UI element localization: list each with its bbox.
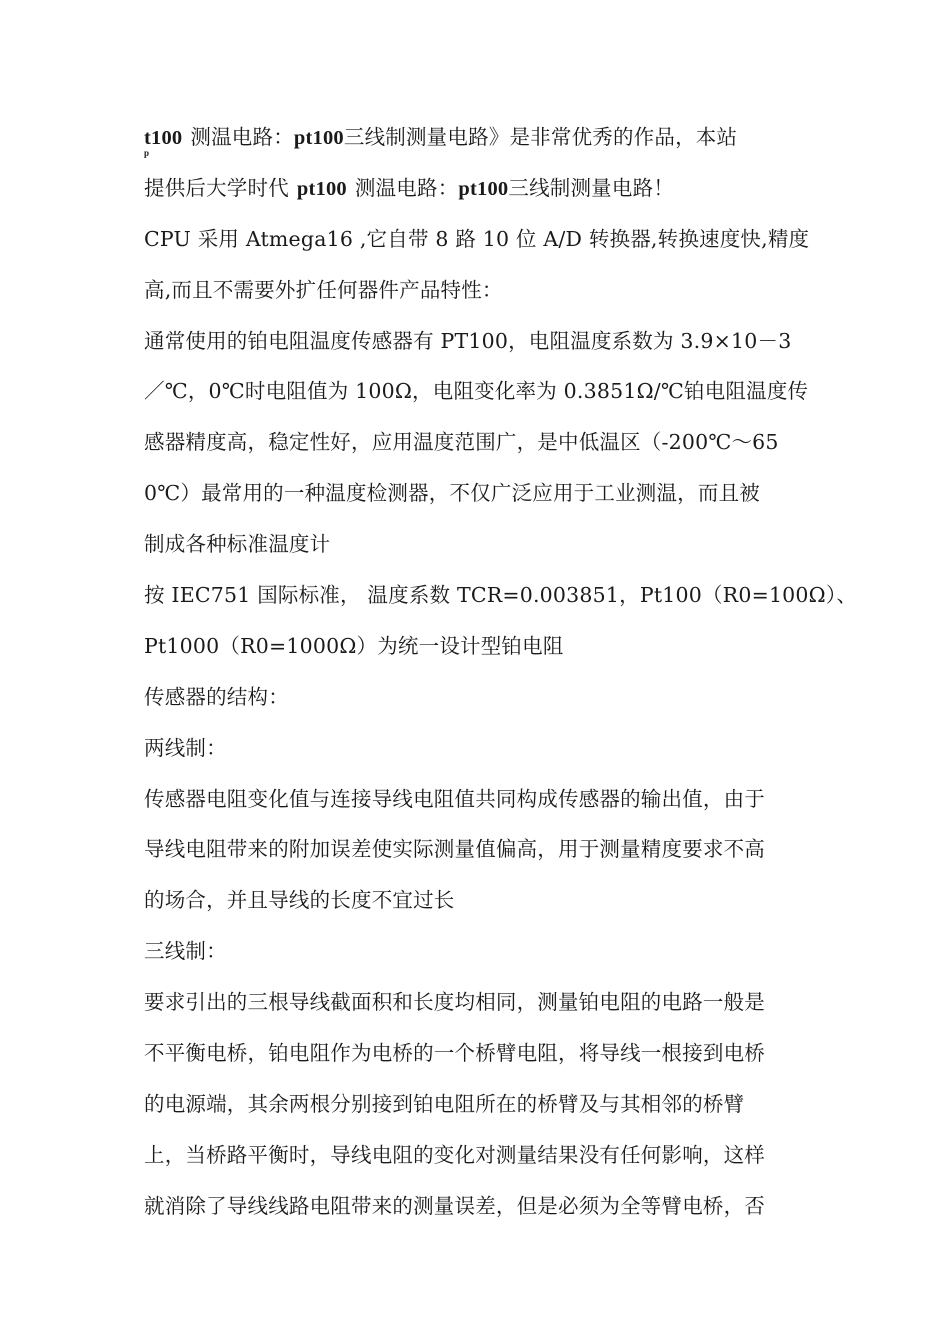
text-line: 按 IEC751 国际标准， 温度系数 TCR=0.003851，Pt100（R0=100Ω）、 <box>144 583 858 608</box>
text-line: ／℃，0℃时电阻值为 100Ω，电阻变化率为 0.3851Ω/℃铂电阻温度传 <box>144 379 809 404</box>
text-run: 测温电路： <box>190 125 294 149</box>
section-heading: 传感器的结构： <box>144 684 289 709</box>
text-line: 通常使用的铂电阻温度传感器有 PT100，电阻温度系数为 3.9×10－3 <box>144 328 792 353</box>
text-line: 要求引出的三根导线截面积和长度均相同，测量铂电阻的电路一般是 <box>144 990 765 1015</box>
section-heading: 两线制： <box>144 735 227 760</box>
text-line: 高,而且不需要外扩任何器件产品特性： <box>144 277 503 302</box>
text-line: 就消除了导线线路电阻带来的测量误差，但是必须为全等臂电桥，否 <box>144 1193 765 1218</box>
text-line: 传感器电阻变化值与连接导线电阻值共同构成传感器的输出值，由于 <box>144 786 765 811</box>
text-line: 导线电阻带来的附加误差使实际测量值偏高，用于测量精度要求不高 <box>144 837 765 862</box>
text-run: 提供后大学时代 <box>144 175 289 200</box>
text-run: 测温电路： <box>354 175 459 200</box>
document-body <box>144 116 858 1236</box>
text-line: 上，当桥路平衡时，导线电阻的变化对测量结果没有任何影响，这样 <box>144 1142 765 1167</box>
text-line: 不平衡电桥，铂电阻作为电桥的一个桥臂电阻，将导线一根接到电桥 <box>144 1041 765 1066</box>
bold-term: pt100 <box>296 177 347 200</box>
bold-term: pt100 <box>293 127 344 149</box>
text-run: 三线制测量电路》是非常优秀的作品，本站 <box>343 125 738 149</box>
text-line: 的电源端，其余两根分别接到铂电阻所在的桥臂及与其相邻的桥臂 <box>144 1091 745 1116</box>
text-line-1 <box>144 116 814 167</box>
text-run: 三线制测量电路！ <box>508 175 674 200</box>
text-line: CPU 采用 Atmega16 ,它自带 8 路 10 位 A/D 转换器,转换速度快,精度 <box>144 226 810 251</box>
text-line: 制成各种标准温度计 <box>144 532 331 557</box>
bold-term: pt100 <box>458 177 509 200</box>
section-heading: 三线制： <box>144 939 227 964</box>
text-line-2 <box>144 167 814 218</box>
text-line: Pt1000（R0=1000Ω）为统一设计型铂电阻 <box>144 633 564 658</box>
bold-term: t100 <box>144 127 183 149</box>
text-line: 的场合，并且导线的长度不宜过长 <box>144 888 455 913</box>
text-line: 0℃）最常用的一种温度检测器，不仅广泛应用于工业测温，而且被 <box>144 481 760 506</box>
text-line: 感器精度高，稳定性好，应用温度范围广，是中低温区（-200℃～65 <box>144 430 779 455</box>
stray-mark: p <box>144 148 150 158</box>
